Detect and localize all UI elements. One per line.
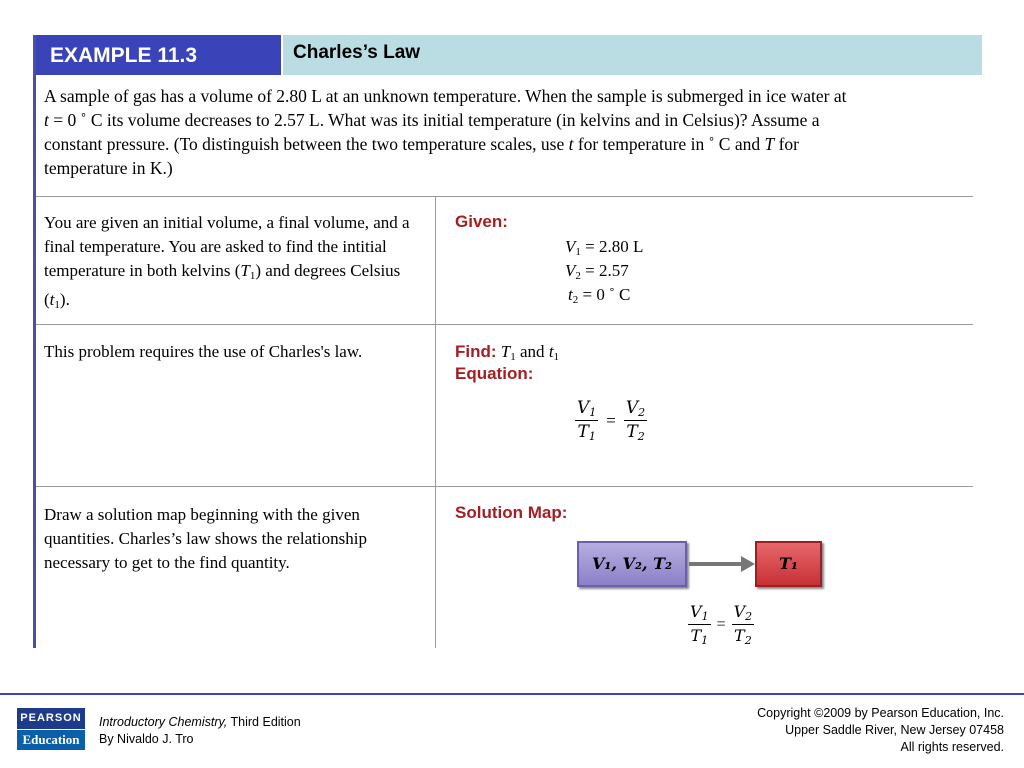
solution-map-arrow [689,562,743,566]
problem-line-4: temperature in K.) [44,158,173,178]
problem-line-1: A sample of gas has a volume of 2.80 L at an unknown temperature. When the sample is submerged in ice water at [44,86,847,106]
book-info: Introductory Chemistry, Third Edition By Nivaldo J. Tro [99,715,301,746]
footer-rule [0,693,1024,695]
problem-line-3: constant pressure. (To distinguish between the two temperature scales, use t for temperature in ˚ C and T for [44,134,799,154]
given-t2: $t_2 = 0$ ˚ C [568,285,631,306]
divider [36,324,973,325]
fraction-v2-t2: $\frac{V_2}{T_2}$ [733,602,753,647]
left-accent-rule [33,35,36,648]
given-v1: $V_1 = 2.80$ L [565,237,644,258]
fraction-v1-t1: $\frac{V_1}{T_1}$ [577,398,597,443]
fraction-v2-t2: $\frac{V_2}{T_2}$ [625,398,646,443]
solution-map-label: Solution Map: [455,503,568,522]
divider [36,196,973,197]
equals-sign: = [606,410,616,430]
pearson-logo: PEARSON [17,708,85,729]
solution-map-given-box: V₁, V₂, T₂ [577,541,687,587]
equals-sign: = [716,615,726,633]
problem-line-2: t = 0 ˚ C its volume decreases to 2.57 L. What was its initial temperature (in kelvins and in Celsius)? Assume a [44,110,820,130]
solution-map-find-box: T₁ [755,541,822,587]
row1-explanation: You are given an initial volume, a final volume, and a final temperature. You are asked to find the intitial temperature in both kelvins $(T_1)$ and degrees Celsius $(t_1)$. [44,213,410,311]
given-label: Given: [455,212,508,231]
example-label: EXAMPLE 11.3 [36,35,281,75]
page-title: Charles’s Law [293,42,421,63]
row3-explanation: Draw a solution map beginning with the given quantities. Charles’s law shows the relationship necessary to get to the find quantity. [44,505,367,572]
divider [36,486,973,487]
find-label: Find: [455,342,497,361]
given-v2: $V_2 = 2.57$ [565,261,629,282]
solution-map-equation [688,602,754,647]
column-divider [435,196,436,648]
fraction-v1-t1: $\frac{V_1}{T_1}$ [690,602,709,647]
equation-label: Equation: [455,364,534,383]
charles-law-equation [575,398,647,443]
pearson-logo-education: Education [17,730,85,750]
row2-explanation: This problem requires the use of Charles's law. [44,342,363,361]
arrow-head-icon [741,556,755,572]
copyright-notice: Copyright ©2009 by Pearson Education, Inc. Upper Saddle River, New Jersey 07458 All rights reserved. [757,706,1004,754]
find-line: Find: $T_1$ and $t_1$ [455,342,560,363]
problem-statement [44,84,974,180]
